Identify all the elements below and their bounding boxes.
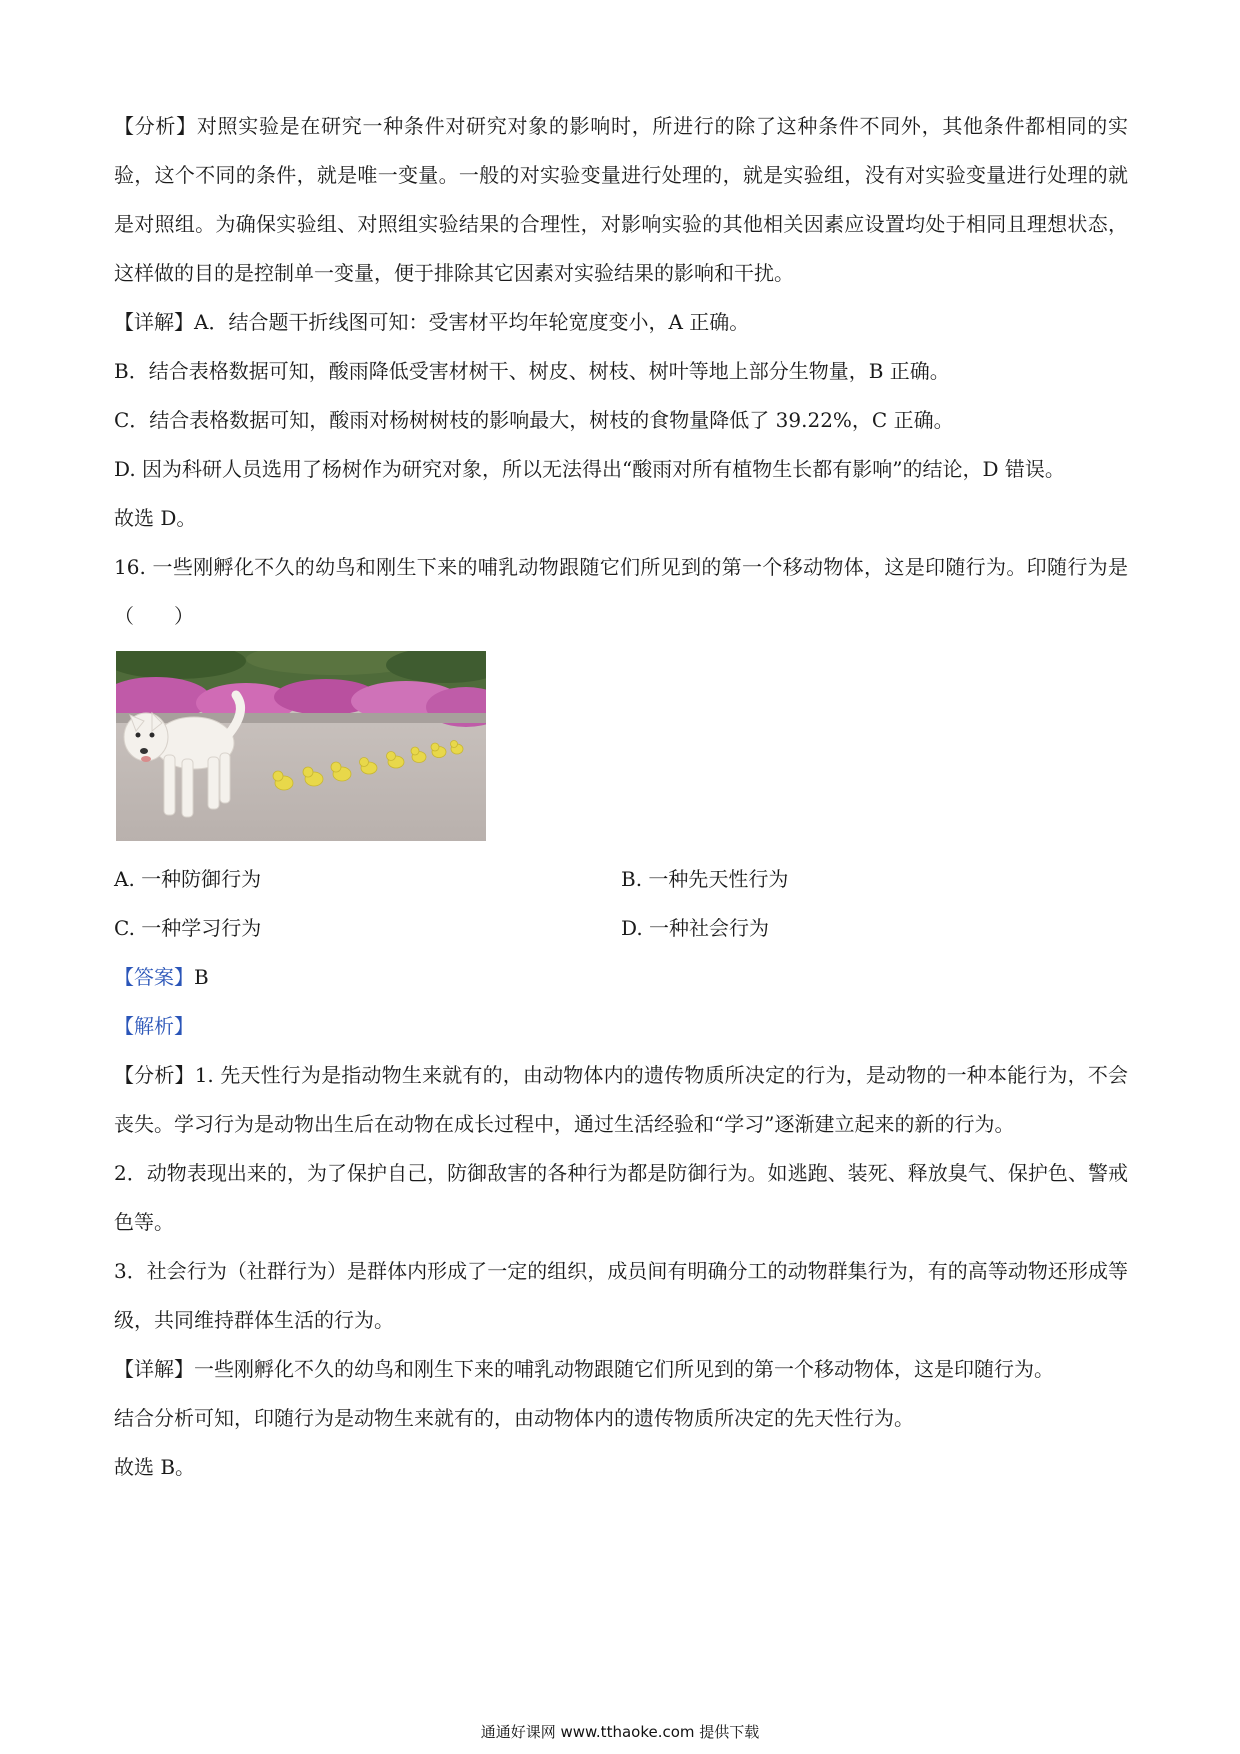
analysis-text: 对照实验是在研究一种条件对研究对象的影响时，所进行的除了这种条件不同外，其他条件都相同的实验，这个不同的条件，就是唯一变量。一般的对实验变量进行处理的，就是实验组，没有对实验变量进行处理的就是对照组。为确保实验组、对照组实验结果的合理性，对影响实验的其他相关因素应设置均处于相同且理想状态，这样做的目的是控制单一变量，便于排除其它因素对实验结果的影响和干扰。: [114, 114, 1129, 285]
option-c: C. 一种学习行为: [114, 916, 262, 940]
q15-detail-d: D. 因为科研人员选用了杨树作为研究对象，所以无法得出“酸雨对所有植物生长都有影响”的结论，D 错误。: [114, 457, 1065, 481]
answer-tag: 【答案】: [114, 965, 194, 989]
q15-detail-a: [114, 298, 1128, 347]
document-body: [114, 102, 1128, 1492]
q15-detail-c: C．结合表格数据可知，酸雨对杨树树枝的影响最大，树枝的食物量降低了 39.22%，C 正确。: [114, 408, 954, 432]
q15-detail-b: B．结合表格数据可知，酸雨降低受害材树干、树皮、树枝、树叶等地上部分生物量，B 正确。: [114, 359, 950, 383]
q16-analysis-1: [114, 1051, 1128, 1149]
q16-detail-2: 结合分析可知，印随行为是动物生来就有的，由动物体内的遗传物质所决定的先天性行为。: [114, 1406, 914, 1430]
q16-options: [114, 855, 1128, 953]
analysis-tag: 【分析】: [114, 114, 197, 138]
q16-explain-heading: [114, 1002, 1128, 1051]
detail-tag: 【详解】: [114, 1357, 194, 1381]
answer-value: B: [194, 965, 209, 989]
page-footer: 通通好课网 www.tthaoke.com 提供下载: [480, 1723, 760, 1741]
analysis-1-text: 1. 先天性行为是指动物生来就有的，由动物体内的遗传物质所决定的行为，是动物的一种本能行为，不会丧失。学习行为是动物出生后在动物在成长过程中，通过生活经验和“学习”逐渐建立起来的新的行为。: [114, 1063, 1128, 1136]
q15-conclusion: 故选 D。: [114, 506, 197, 530]
option-b: B. 一种先天性行为: [621, 867, 789, 891]
q16-analysis-3: 3．社会行为（社群行为）是群体内形成了一定的组织，成员间有明确分工的动物群集行为，有的高等动物还形成等级，共同维持群体生活的行为。: [114, 1259, 1128, 1332]
q16-stem: 16. 一些刚孵化不久的幼鸟和刚生下来的哺乳动物跟随它们所见到的第一个移动物体，这是印随行为。印随行为是（ ）: [114, 555, 1128, 628]
q15-analysis: [114, 102, 1128, 298]
option-a: A. 一种防御行为: [114, 867, 262, 891]
analysis-tag: 【分析】: [114, 1063, 195, 1087]
q16-conclusion: 故选 B。: [114, 1455, 196, 1479]
q16-analysis-2: 2．动物表现出来的，为了保护自己，防御敌害的各种行为都是防御行为。如逃跑、装死、释放臭气、保护色、警戒色等。: [114, 1161, 1128, 1234]
detail-a-text: A．结合题干折线图可知：受害材平均年轮宽度变小，A 正确。: [194, 310, 750, 334]
q16-detail-1: [114, 1345, 1128, 1394]
detail-1-text: 一些刚孵化不久的幼鸟和刚生下来的哺乳动物跟随它们所见到的第一个移动物体，这是印随行为。: [194, 1357, 1054, 1381]
dog-ducklings-photo: [116, 651, 486, 841]
option-d: D. 一种社会行为: [621, 916, 770, 940]
detail-tag: 【详解】: [114, 310, 194, 334]
explain-tag: 【解析】: [114, 1014, 194, 1038]
q16-answer: [114, 953, 1128, 1002]
